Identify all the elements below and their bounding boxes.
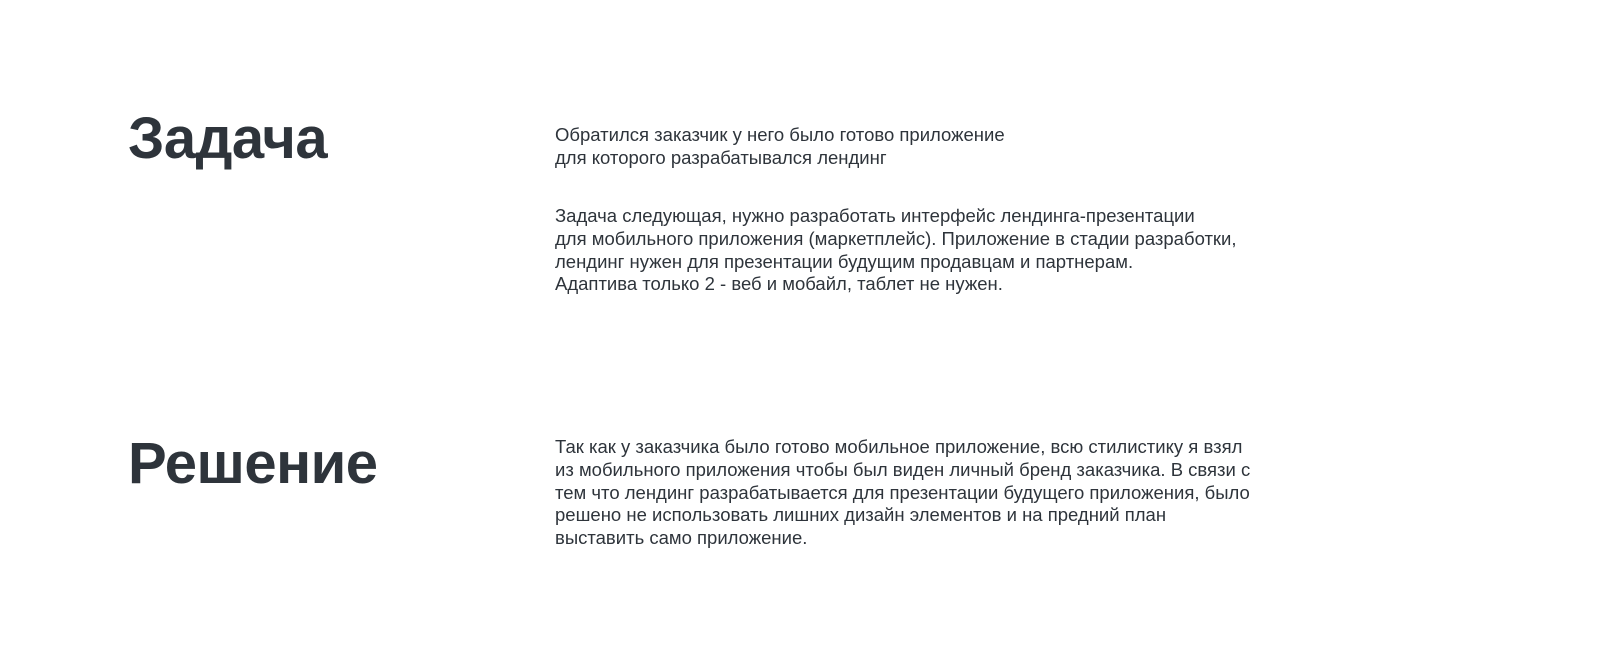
text-line: Задача следующая, нужно разработать интерфейс лендинга-презентации bbox=[555, 205, 1195, 226]
text-line: из мобильного приложения чтобы был виден личный бренд заказчика. В связи с bbox=[555, 458, 1251, 480]
text-line: Обратился заказчик у него было готово приложение bbox=[555, 124, 1005, 145]
text-line: лендинг нужен для презентации будущим продавцам и партнерам. bbox=[555, 250, 1134, 272]
text-line: для которого разрабатывался лендинг bbox=[555, 146, 887, 168]
task-paragraph-2 bbox=[555, 205, 1237, 296]
solution-title: Решение bbox=[128, 431, 378, 496]
text-line: Адаптива только 2 - веб и мобайл, таблет не нужен. bbox=[555, 273, 1003, 295]
solution-paragraph bbox=[555, 436, 1250, 550]
text-line: тем что лендинг разрабатывается для презентации будущего приложения, было bbox=[555, 481, 1250, 503]
text-line: Так как у заказчика было готово мобильное приложение, всю стилистику я взял bbox=[555, 436, 1243, 457]
text-line: решено не использовать лишних дизайн элементов и на предний план bbox=[555, 504, 1167, 526]
text-line: для мобильного приложения (маркетплейс). Приложение в стадии разработки, bbox=[555, 227, 1237, 249]
task-paragraph-1 bbox=[555, 124, 1005, 170]
task-title: Задача bbox=[128, 106, 328, 171]
text-line: выставить само приложение. bbox=[555, 527, 808, 549]
